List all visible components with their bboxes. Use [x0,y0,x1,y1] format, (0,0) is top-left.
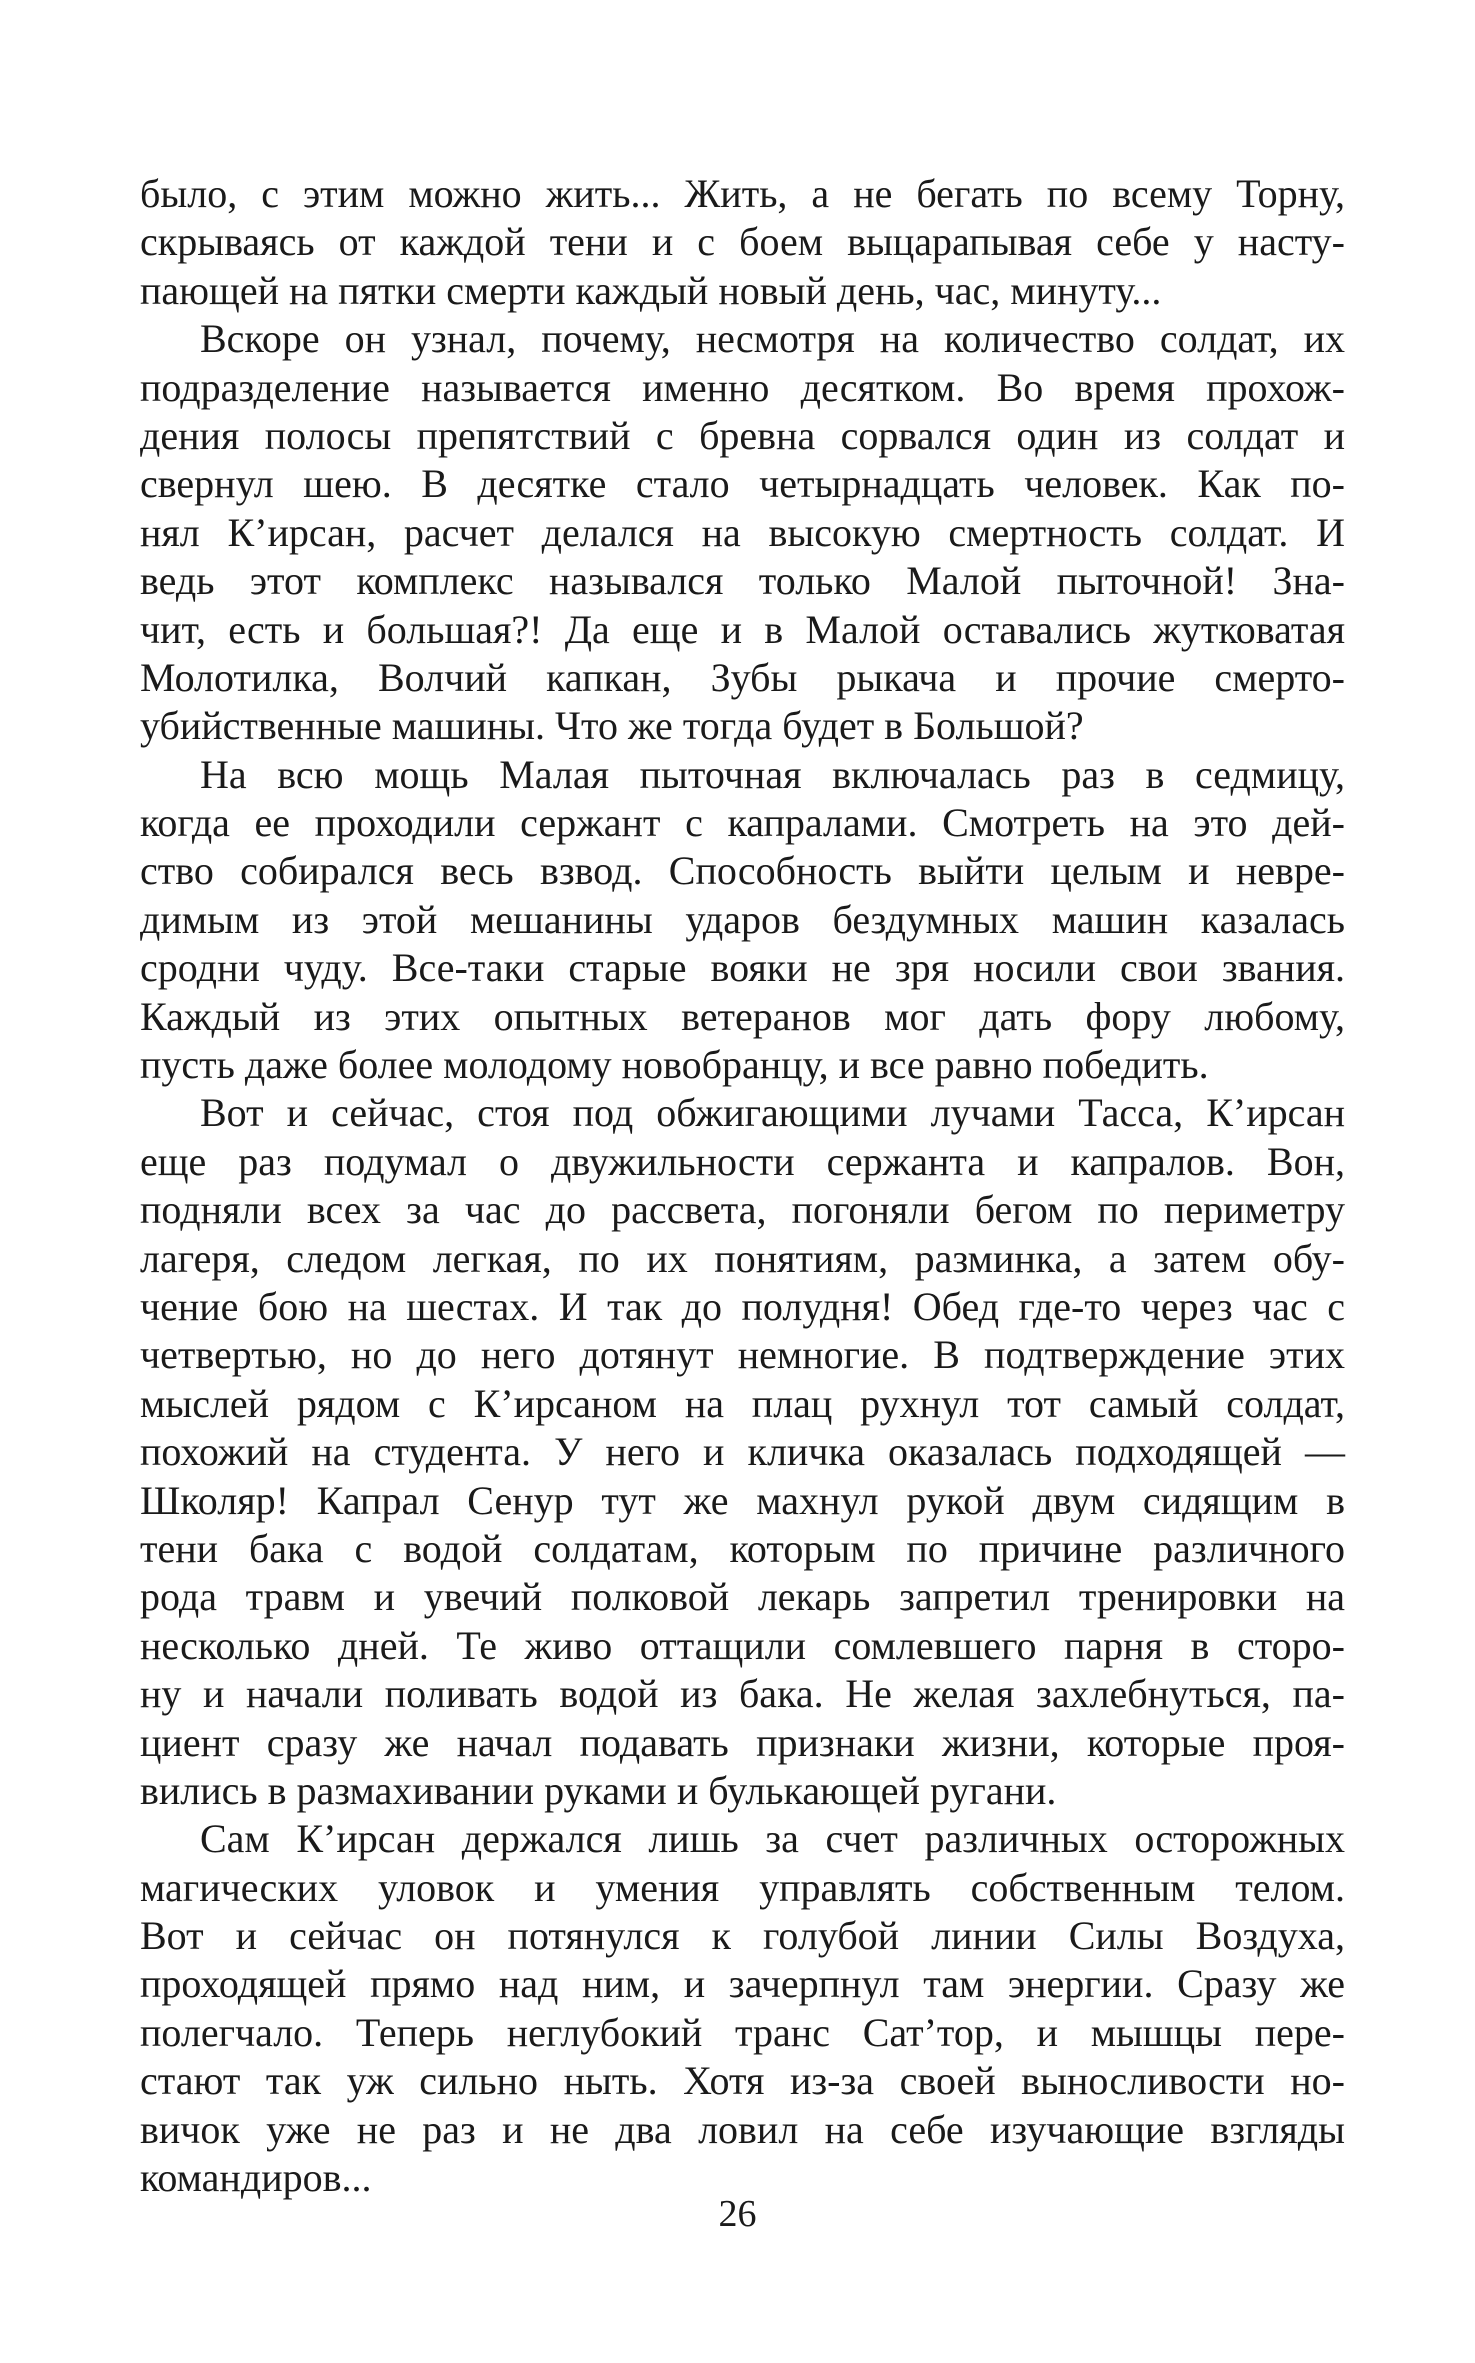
text-line: пусть даже более молодому новобранцу, и все равно победить. [140,1042,1209,1088]
text-line: мыслей рядом с К’ирсаном на плац рухнул тот самый солдат, [140,1380,1345,1426]
text-line: еще раз подумал о двужильности сержанта и капралов. Вон, [140,1138,1345,1184]
text-line: Вскоре он узнал, почему, несмотря на количество солдат, их [200,316,1345,362]
text-line: четвертью, но до него дотянут немногие. В подтверждение этих [140,1332,1345,1378]
text-line: проходящей прямо над ним, и зачерпнул там энергии. Сразу же [140,1961,1345,2007]
text-line: Школяр! Капрал Сенур тут же махнул рукой двум сидящим в [140,1477,1345,1523]
text-line: чение бою на шестах. И так до полудня! Обед где-то через час с [140,1283,1345,1329]
text-line: димым из этой мешанины ударов бездумных машин казалась [140,896,1345,942]
text-line: магических уловок и умения управлять собственным телом. [140,1864,1345,1910]
text-line: ведь этот комплекс назывался только Малой пыточной! Зна- [140,558,1345,604]
body-text [140,170,1345,2202]
text-line: Молотилка, Волчий капкан, Зубы рыкача и прочие смерто- [140,654,1345,700]
text-line: подразделение называется именно десятком. Во время прохож- [140,364,1345,410]
text-line: лагеря, следом легкая, по их понятиям, разминка, а затем обу- [140,1235,1345,1281]
text-line: похожий на студента. У него и кличка оказалась подходящей — [140,1429,1345,1475]
text-line: убийственные машины. Что же тогда будет в Большой? [140,703,1084,749]
text-line: циент сразу же начал подавать признаки жизни, которые проя- [140,1719,1345,1765]
text-line: подняли всех за час до рассвета, погоняли бегом по периметру [140,1187,1345,1233]
text-line: пающей на пятки смерти каждый новый день, час, минуту... [140,267,1162,313]
text-line: дения полосы препятствий с бревна сорвался один из солдат и [140,412,1345,458]
text-line: когда ее проходили сержант с капралами. Смотреть на это дей- [140,800,1345,846]
text-line: вичок уже не раз и не два ловил на себе изучающие взгляды [140,2106,1345,2152]
text-line: стают так уж сильно ныть. Хотя из-за своей выносливости но- [140,2058,1345,2104]
text-line: На всю мощь Малая пыточная включалась раз в седмицу, [200,751,1345,797]
text-line: нял К’ирсан, расчет делался на высокую смертность солдат. И [140,509,1345,555]
text-line: вились в размахивании руками и булькающей ругани. [140,1767,1057,1813]
text-line: ство собирался весь взвод. Способность выйти целым и невре- [140,848,1345,894]
text-line: рода травм и увечий полковой лекарь запретил тренировки на [140,1574,1345,1620]
text-line: Каждый из этих опытных ветеранов мог дать фору любому, [140,993,1345,1039]
text-line: было, с этим можно жить... Жить, а не бегать по всему Торну, [140,171,1345,216]
text-line: тени бака с водой солдатам, которым по причине различного [140,1525,1345,1571]
text-line: скрываясь от каждой тени и с боем выцарапывая себе у насту- [140,219,1345,265]
text-line: ну и начали поливать водой из бака. Не желая захлебнуться, па- [140,1671,1345,1717]
text-line: свернул шею. В десятке стало четырнадцать человек. Как по- [140,461,1345,507]
page-number: 26 [718,2193,757,2235]
text-line: сродни чуду. Все-таки старые вояки не зря носили свои звания. [140,945,1345,991]
text-line: Сам К’ирсан держался лишь за счет различных осторожных [200,1816,1345,1862]
text-line: Вот и сейчас он потянулся к голубой линии Силы Воздуха, [140,1913,1345,1959]
text-line: полегчало. Теперь неглубокий транс Сат’тор, и мышцы пере- [140,2009,1345,2055]
text-line: несколько дней. Те живо оттащили сомлевшего парня в сторо- [140,1622,1345,1668]
text-line: чит, есть и большая?! Да еще и в Малой оставались жутковатая [140,606,1345,652]
text-line: Вот и сейчас, стоя под обжигающими лучами Тасса, К’ирсан [200,1090,1345,1136]
text-line: командиров... [140,2155,372,2201]
